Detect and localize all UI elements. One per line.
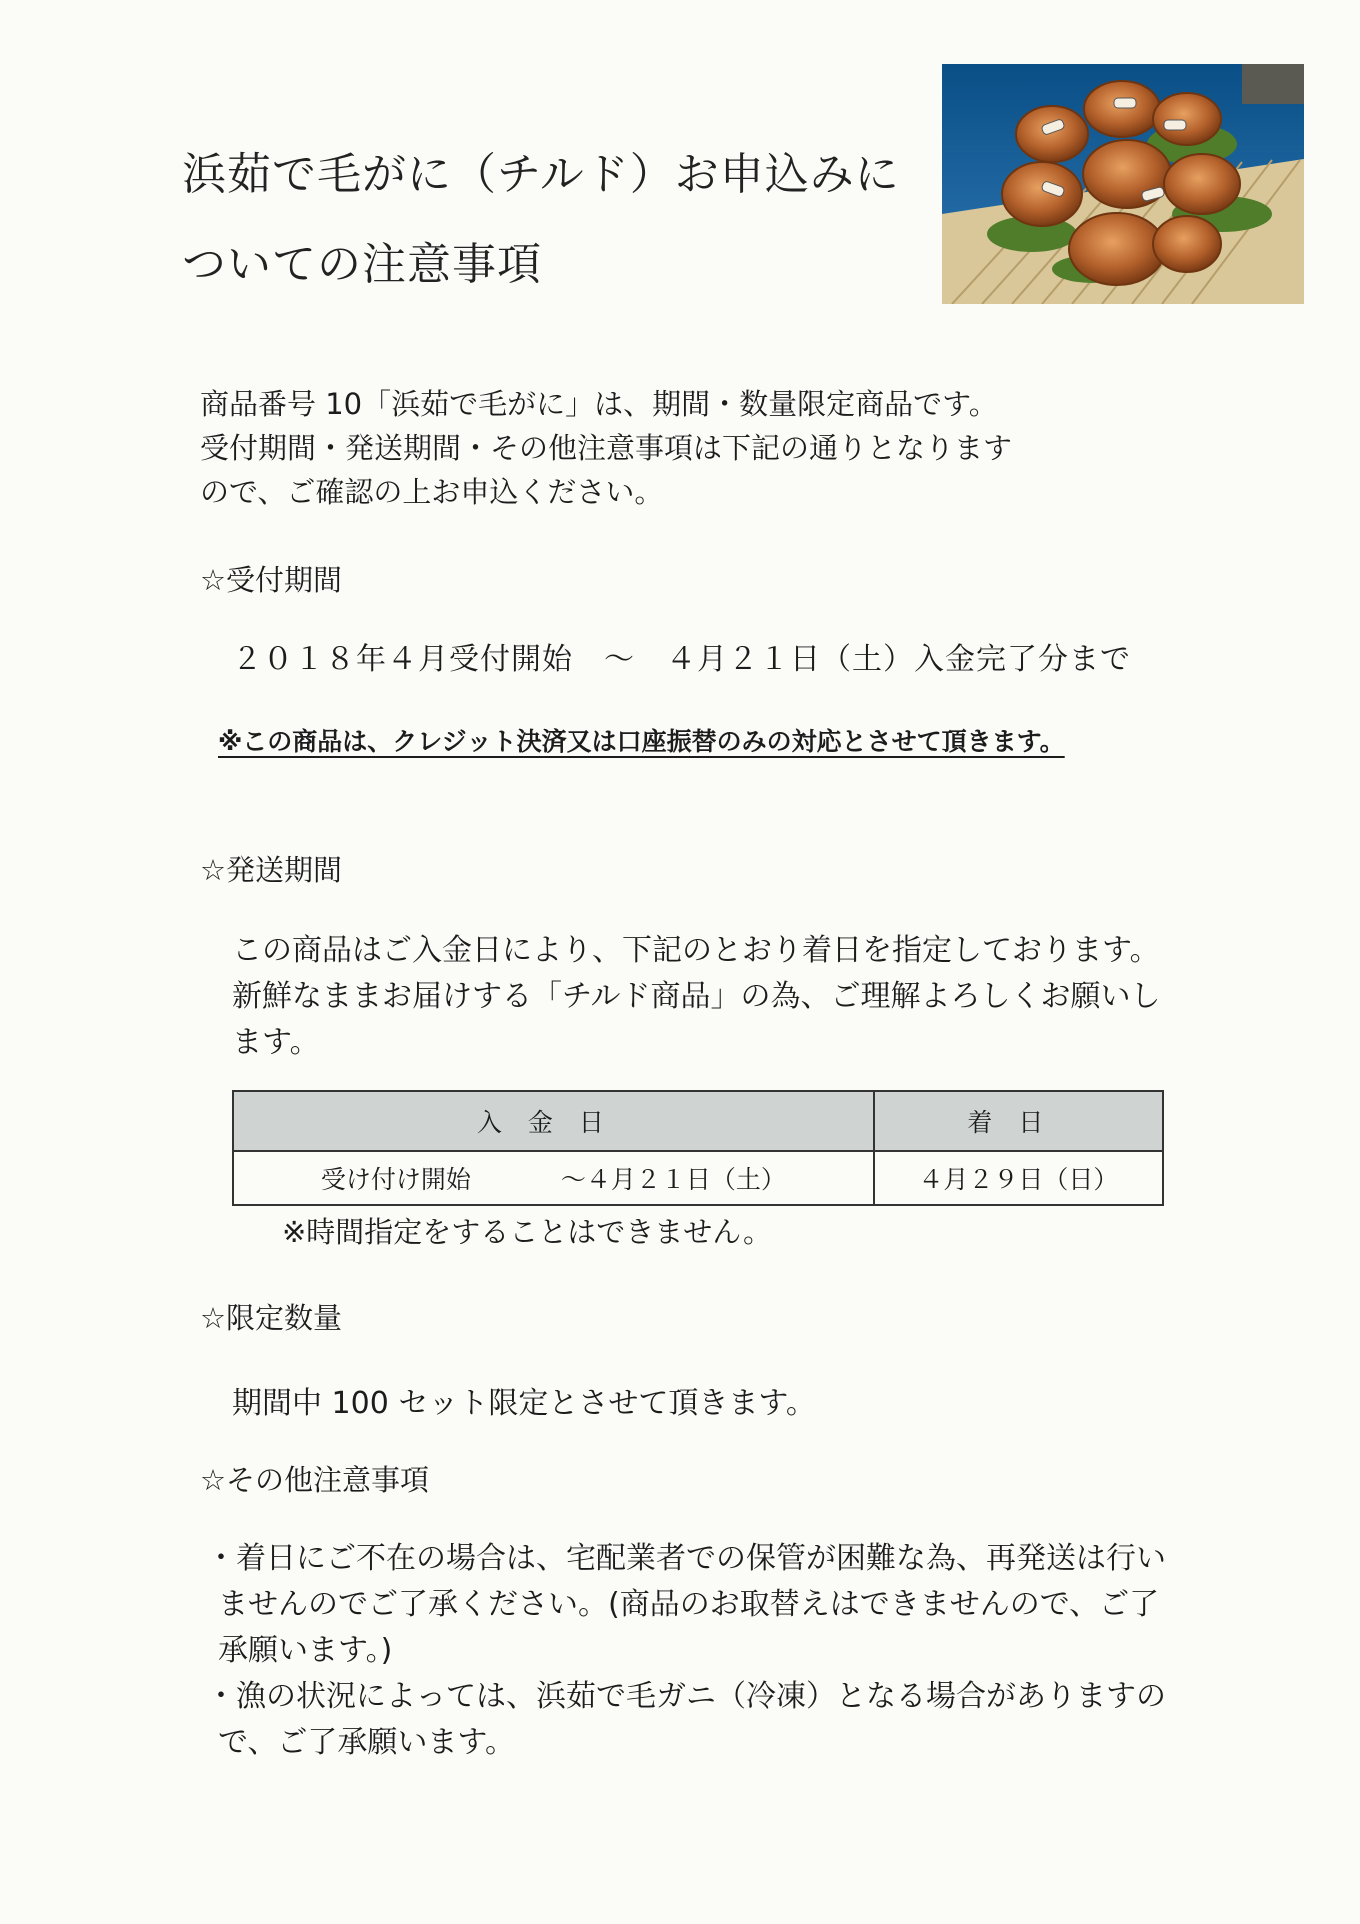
arrival-date-header: 着日 xyxy=(874,1091,1163,1151)
limit-quantity-text: 期間中 100 セット限定とさせて頂きます。 xyxy=(232,1386,816,1421)
reception-start-label: 受け付け開始 xyxy=(320,1165,471,1194)
payment-method-note: ※この商品は、クレジット決済又は口座振替のみの対応とさせて頂きます。 xyxy=(218,727,1065,756)
limit-heading: ☆限定数量 xyxy=(200,1301,342,1335)
table-header-row xyxy=(233,1091,1163,1151)
title-line-1: 浜茹で毛がに（チルド）お申込みに xyxy=(182,149,900,200)
shipping-description xyxy=(232,928,1161,1066)
note-2-line-1: ・漁の状況によっては、浜茹で毛ガニ（冷凍）となる場合がありますの xyxy=(206,1679,1166,1714)
payment-date-cell xyxy=(233,1151,874,1205)
other-notes-heading: ☆その他注意事項 xyxy=(200,1463,429,1497)
shipping-desc-line-1: この商品はご入金日により、下記のとおり着日を指定しております。 xyxy=(232,933,1160,968)
crab-photo xyxy=(942,64,1304,304)
intro-line-1: 商品番号 10「浜茹で毛がに」は、期間・数量限定商品です。 xyxy=(200,387,998,421)
reception-period: ２０１８年４月受付開始 ～ ４月２１日（土）入金完了分まで xyxy=(232,642,1131,677)
table-row xyxy=(233,1151,1163,1205)
intro-line-2: 受付期間・発送期間・その他注意事項は下記の通りとなります xyxy=(200,431,1013,465)
note-1-line-3: 承願います。) xyxy=(218,1633,393,1668)
shipping-heading: ☆発送期間 xyxy=(200,853,342,887)
intro-line-3: ので、ご確認の上お申込ください。 xyxy=(200,475,664,509)
note-1-line-1: ・着日にご不在の場合は、宅配業者での保管が困難な為、再発送は行い xyxy=(206,1541,1166,1576)
shipping-schedule-table xyxy=(232,1090,1164,1206)
note-1-line-2: ませんのでご了承ください。(商品のお取替えはできませんので、ご了 xyxy=(218,1587,1160,1622)
payment-date-header: 入金日 xyxy=(233,1091,874,1151)
other-notes-list xyxy=(206,1536,1166,1766)
shipping-desc-line-2: 新鮮なままお届けする「チルド商品」の為、ご理解よろしくお願いし xyxy=(232,979,1161,1014)
note-2-line-2: で、ご了承願います。 xyxy=(218,1725,515,1760)
payment-deadline: ～４月２１日（土） xyxy=(560,1165,786,1194)
shipping-desc-line-3: ます。 xyxy=(232,1025,320,1060)
intro-paragraph xyxy=(200,382,1012,514)
page-title xyxy=(182,130,900,310)
title-line-2: ついての注意事項 xyxy=(182,239,542,290)
time-designation-note: ※時間指定をすることはできません。 xyxy=(282,1215,773,1249)
arrival-date-cell: ４月２９日（日） xyxy=(874,1151,1163,1205)
reception-heading: ☆受付期間 xyxy=(200,563,342,597)
